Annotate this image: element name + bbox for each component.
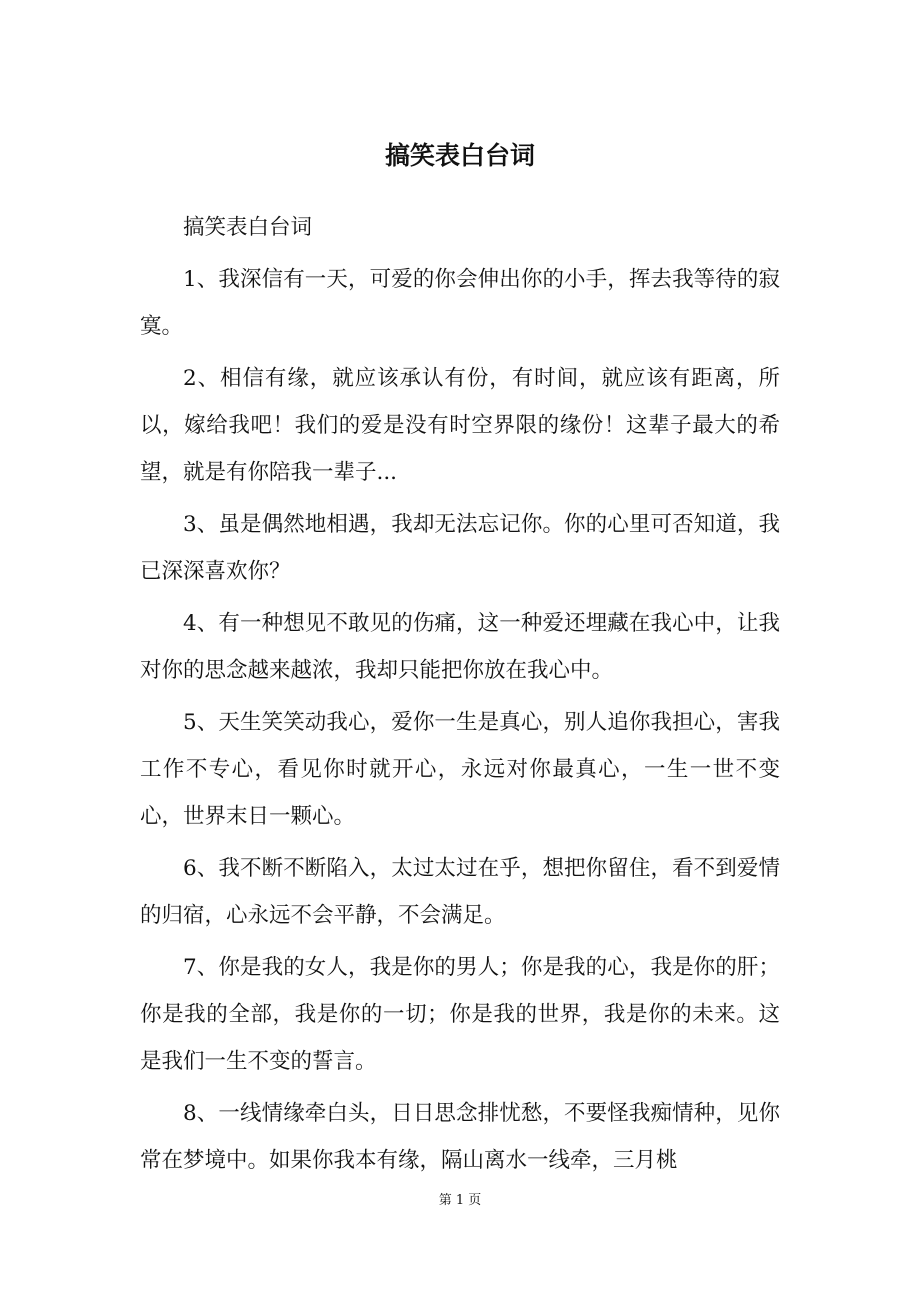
paragraph-1: 1、我深信有一天，可爱的你会伸出你的小手，挥去我等待的寂寞。 [140, 267, 780, 339]
page-number: 第 1 页 [438, 1193, 482, 1208]
paragraph-4: 4、有一种想见不敢见的伤痛，这一种爱还埋藏在我心中，让我对你的思念越来越浓，我却只能把你放在我心中。 [140, 611, 780, 683]
paragraph-7: 7、你是我的女人，我是你的男人；你是我的心，我是你的肝；你是我的全部，我是你的一切；你是我的世界，我是你的未来。这是我们一生不变的誓言。 [140, 955, 780, 1074]
paragraph-6: 6、我不断不断陷入，太过太过在乎，想把你留住，看不到爱情的归宿，心永远不会平静，不会满足。 [140, 856, 780, 928]
paragraph-2: 2、相信有缘，就应该承认有份，有时间，就应该有距离，所以，嫁给我吧！我们的爱是没有时空界限的缘份！这辈子最大的希望，就是有你陪我一辈子... [140, 366, 780, 485]
document-body [140, 204, 780, 1189]
paragraph-5: 5、天生笑笑动我心，爱你一生是真心，别人追你我担心，害我工作不专心，看见你时就开心，永远对你最真心，一生一世不变心，世界末日一颗心。 [140, 710, 780, 829]
document-title: 搞笑表白台词 [384, 141, 535, 170]
paragraph-8: 8、一线情缘牵白头，日日思念排忧愁，不要怪我痴情种，见你常在梦境中。如果你我本有缘，隔山离水一线牵，三月桃 [140, 1101, 780, 1173]
paragraph-3: 3、虽是偶然地相遇，我却无法忘记你。你的心里可否知道，我已深深喜欢你？ [140, 512, 780, 584]
paragraph-subtitle: 搞笑表白台词 [183, 215, 313, 240]
